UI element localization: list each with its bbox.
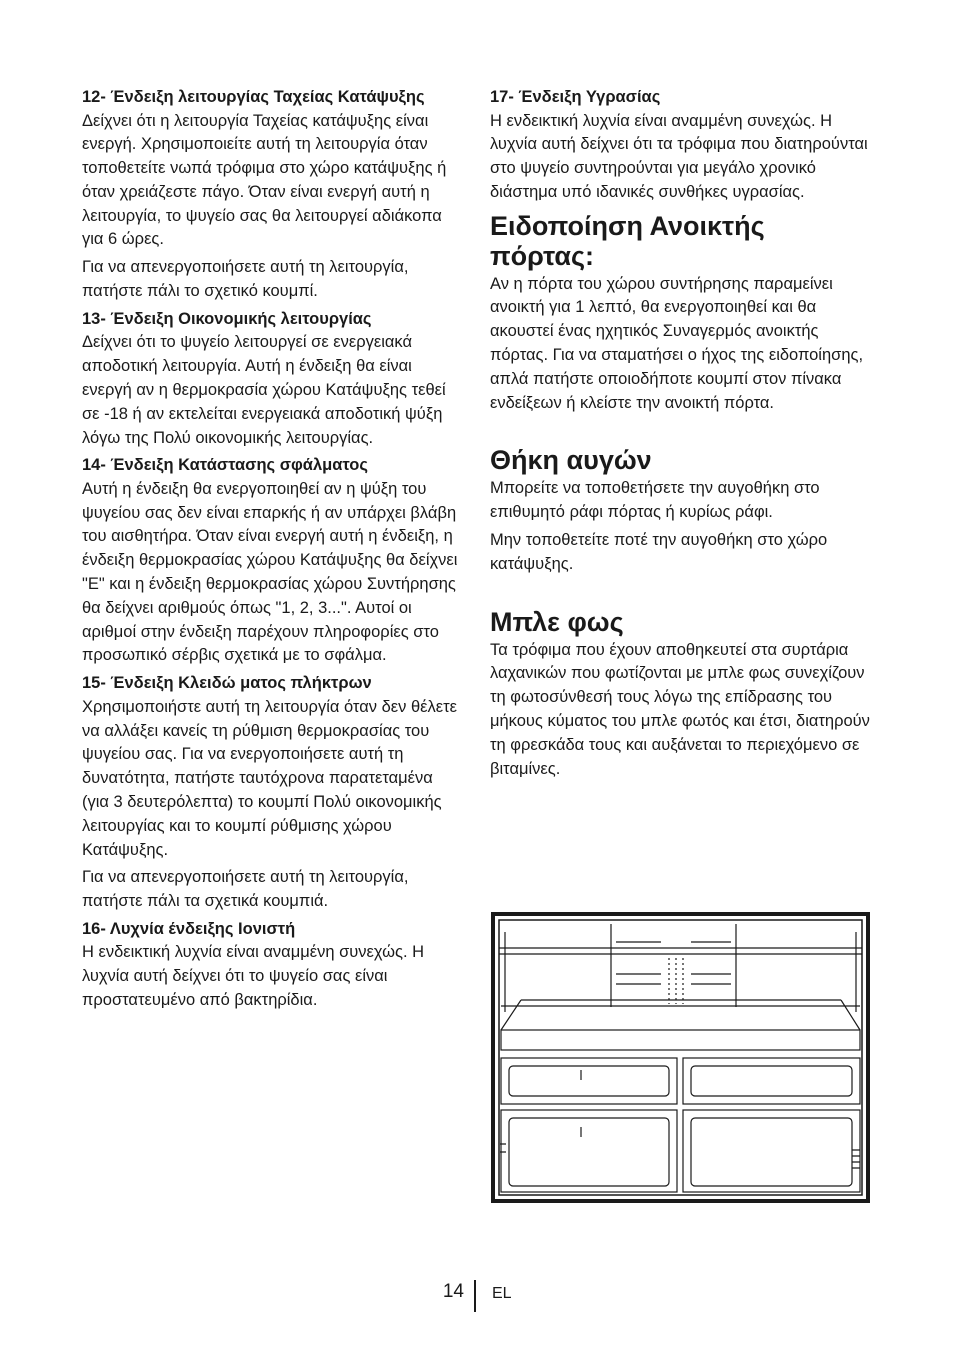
- language-code: EL: [492, 1285, 512, 1302]
- left-column: [82, 86, 462, 1017]
- section-13-title: 13- Ένδειξη Οικονομικής λειτουργίας: [82, 309, 372, 328]
- spacer: [490, 419, 875, 439]
- section-14-text: Αυτή η ένδειξη θα ενεργοποιηθεί αν η ψύξη του ψυγείου σας δεν είναι επαρκής ή αν υπάρχει βλάβη του αισθητήρα. Όταν είναι ενεργή αυτή η ένδειξη, η ένδειξη θερμοκρασίας χώρου Κατάψυξης θα δείχνει "E" και η ένδειξη θερμοκρασίας χώρου Συντήρησης θα δείχνει αριθμούς όπως "1, 2, 3...". Αυτοί οι αριθμοί στην ένδειξη παρέχουν πληροφορίες στο προσωπικό σέρβις σχετικά με το σφάλμα.: [82, 479, 458, 665]
- egg-tray-title: Θήκη αυγών: [490, 445, 652, 476]
- section-16-title: 16- Λυχνία ένδειξης Ιονιστή: [82, 919, 296, 938]
- section-17-title: 17- Ένδειξη Υγρασίας: [490, 88, 661, 106]
- page-number: 14: [442, 1281, 464, 1302]
- section-15-text-1: Χρησιμοποιήστε αυτή τη λειτουργία όταν δεν θέλετε να αλλάξει κανείς τη ρύθμιση θερμοκρασίας του ψυγείου σας. Για να ενεργοποιήσετε αυτή τη δυνατότητα, πατήστε ταυτόχρονα παρατεταμένα (για 3 δευτερόλεπτα) το κουμπί Πολύ οικονομικής λειτουργίας και το κουμπί ρύθμισης χώρου Κατάψυξης.: [82, 697, 457, 859]
- section-16-text: Η ενδεικτική λυχνία είναι αναμμένη συνεχώς. Η λυχνία αυτή δείχνει ότι το ψυγείο σας είναι προστατευμένο από βακτηρίδια.: [82, 943, 425, 1009]
- section-12-title: 12- Ένδειξη λειτουργίας Ταχείας Κατάψυξης: [82, 88, 425, 106]
- door-alarm-title: Ειδοποίηση Ανοικτής πόρτας:: [490, 210, 765, 271]
- blue-light-title: Μπλε φως: [490, 606, 624, 637]
- spacer: [490, 581, 875, 601]
- blue-light-text: Τα τρόφιμα που έχουν αποθηκευτεί στα συρτάρια λαχανικών που φωτίζονται με μπλε φως συνεχίζουν τη φωτοσύνθεσή τους λόγω της επίδρασης του μήκους κύματος του μπλε φωτός και έτσι, διατηρούν τη φρεσκάδα τους και αυξάνεται το περιεχόμενο σε βιταμίνες.: [490, 640, 870, 778]
- fridge-interior-icon: [491, 912, 870, 1203]
- door-alarm-text: Αν η πόρτα του χώρου συντήρησης παραμείνει ανοικτή για 1 λεπτό, θα ενεργοποιηθεί και θα ακουστεί ένας ηχητικός Συναγερμός ανοικτής πόρτας. Για να σταματήσει ο ήχος της ειδοποίησης, απλά πατήστε οποιοδήποτε κουμπί στον πίνακα ενδείξεων ή κλείστε την ανοικτή πόρτα.: [490, 274, 864, 412]
- egg-tray-text-2: Μην τοποθετείτε ποτέ την αυγοθήκη στο χώρο κατάψυξης.: [490, 531, 828, 573]
- footer-divider: [474, 1280, 476, 1312]
- right-column: [490, 86, 875, 785]
- section-15-text-2: Για να απενεργοποιήσετε αυτή τη λειτουργία, πατήστε πάλι τα σχετικά κουμπιά.: [82, 868, 409, 911]
- section-14-title: 14- Ένδειξη Κατάστασης σφάλματος: [82, 456, 368, 475]
- section-13-text: Δείχνει ότι το ψυγείο λειτουργεί σε ενεργειακά αποδοτική λειτουργία. Αυτή η ένδειξη θα είναι ενεργή αν η θερμοκρασία χώρου Κατάψυξης τεθεί σε -18 ή αν εκτελείται ενεργειακά αποδοτική ψύξη λόγω της Πολύ οικονομικής λειτουργίας.: [82, 333, 446, 447]
- section-17-text: Η ενδεικτική λυχνία είναι αναμμένη συνεχώς. Η λυχνία αυτή δείχνει ότι τα τρόφιμα που διατηρούνται στο ψυγείο συντηρούνται για μεγάλο χρονικό διάστημα υπό ιδανικές συνθήκες υγρασίας.: [490, 111, 868, 201]
- egg-tray-text-1: Μπορείτε να τοποθετήσετε την αυγοθήκη στο επιθυμητό ράφι πόρτας ή κυρίως ράφι.: [490, 479, 820, 522]
- section-12-text-2: Για να απενεργοποιήσετε αυτή τη λειτουργία, πατήστε πάλι το σχετικό κουμπί.: [82, 258, 409, 301]
- section-15-title: 15- Ένδειξη Κλειδώ ματος πλήκτρων: [82, 674, 372, 693]
- section-12-text-1: Δείχνει ότι η λειτουργία Ταχείας κατάψυξης είναι ενεργή. Χρησιμοποιείτε αυτή τη λειτουργία όταν τοποθετείτε νωπά τρόφιμα στο χώρο κατάψυξης ή όταν χρειάζεστε πάγο. Όταν είναι ενεργή αυτή η λειτουργία, το ψυγείο σας θα λειτουργεί αδιάκοπα για 6 ώρες.: [82, 111, 447, 249]
